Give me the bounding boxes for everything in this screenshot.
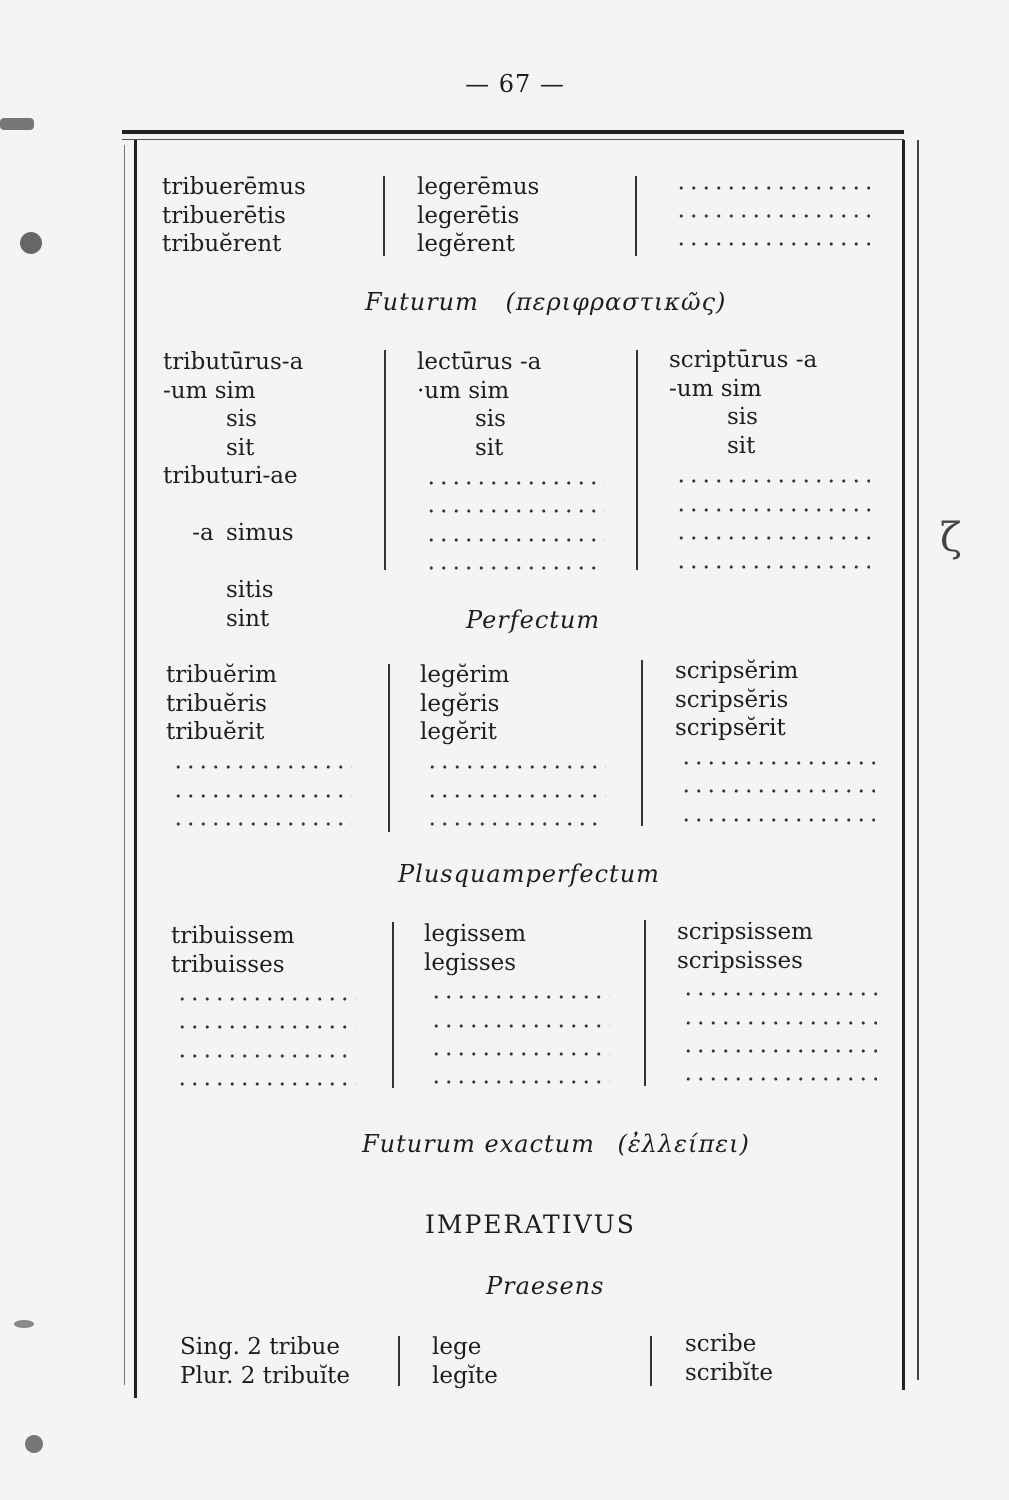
column-divider [392,922,394,1088]
ellipsis-line [675,211,870,221]
form: sis [727,404,758,430]
ellipsis-line [675,239,870,249]
section-heading-futurum-exactum [362,1130,750,1158]
form: scribe [685,1331,757,1357]
form: sis [475,406,506,432]
ellipsis-line [172,819,352,829]
form: legĕrent [417,231,515,257]
form: scribĭte [685,1359,773,1386]
perfectum-col1 [166,661,277,747]
form: legissem [424,921,527,947]
perfectum-col2 [420,661,509,747]
form: simus [226,520,294,546]
ellipsis-line [176,1051,356,1061]
ellipsis-line [426,762,606,772]
form-row [163,491,303,577]
ellipsis-line [680,815,875,825]
ellipsis-line [172,791,352,801]
form: legĕrim [420,662,510,688]
ellipsis-line [680,758,875,768]
form: lege [432,1334,482,1360]
speck [0,118,34,130]
column-divider [388,664,390,832]
form: tribuerēmus [162,174,306,200]
ellipsis-line [176,1079,356,1089]
form: scripsĕrim [675,658,799,684]
imperativus-col1 [180,1333,350,1390]
column-divider [636,350,638,570]
form: scriptūrus -a [669,347,818,373]
section-heading-perfectum: Perfectum [466,606,601,634]
form: tribuĕrent [162,231,282,257]
perfectum-col3 [675,657,798,743]
top-col1 [162,173,306,259]
form: legerētis [417,202,520,229]
ellipsis-line [675,533,870,543]
left-border [134,140,137,1398]
ellipsis-line [425,563,605,573]
form: scripsissem [677,919,813,945]
form: legĕrit [420,719,497,745]
column-divider [384,350,386,570]
form: Plur. 2 tribuĭte [180,1362,351,1389]
ellipsis-line [675,505,870,515]
heading-greek: (περιφραστικῶς) [505,288,727,316]
form: legisses [424,949,517,976]
speck [14,1320,34,1328]
form: scripsĕris [675,686,789,713]
form: sit [475,434,504,461]
column-divider [644,920,646,1086]
futurum-col2 [417,348,541,462]
ellipsis-line [425,535,605,545]
plusquamperfectum-col3 [677,918,813,975]
ellipsis-line [172,762,352,772]
page-number: — 67 — [465,70,565,98]
right-border [902,140,905,1390]
ellipsis-line [675,562,870,572]
ellipsis-line [682,989,877,999]
subheading-praesens: Praesens [486,1272,605,1300]
ellipsis-line [425,506,605,516]
column-divider [635,176,637,256]
right-border-outer [917,140,919,1380]
ellipsis-line [426,819,606,829]
ellipsis-line [426,791,606,801]
form: sitis [226,577,274,603]
heading-greek: (ἐλλείπει) [617,1130,750,1158]
ellipsis-line [680,786,875,796]
ellipsis-line [176,994,356,1004]
form: -a [192,520,214,546]
margin-mark: ζ [940,515,962,561]
form: legĭte [432,1362,498,1389]
form: -um sim [163,377,256,404]
column-divider [383,176,385,256]
form: tribuerētis [162,202,286,229]
form: legĕris [420,690,500,717]
ellipsis-line [682,1046,877,1056]
heading-text: Futurum [365,288,479,316]
ellipsis-line [425,478,605,488]
form: ·um sim [417,377,510,404]
ellipsis-line [430,1077,610,1087]
top-col2 [417,173,539,259]
form: Sing. 2 tribue [180,1334,340,1360]
ellipsis-line [430,1021,610,1031]
futurum-col3 [669,346,817,460]
ellipsis-line [675,476,870,486]
futurum-col1 [163,348,303,633]
form: tribuisses [171,951,285,978]
section-heading-plusquamperfectum: Plusquamperfectum [398,860,660,888]
speck [20,232,42,254]
ellipsis-line [682,1074,877,1084]
column-divider [650,1336,652,1386]
form: scripsĕrit [675,715,786,741]
ellipsis-line [430,1049,610,1059]
form: scripsisses [677,947,803,974]
top-rule [122,130,904,134]
form: tributuri-ae [163,463,298,489]
column-divider [398,1336,400,1386]
ellipsis-line [430,992,610,1002]
form: tribuĕrit [166,719,265,745]
form: tribuĕris [166,690,267,717]
ellipsis-line [675,183,870,193]
left-border-thin [124,145,125,1385]
form: tribuissem [171,923,295,949]
speck [25,1435,43,1453]
plusquamperfectum-col2 [424,920,526,977]
form: sit [727,432,756,459]
form: -um sim [669,375,762,402]
form: sis [226,406,257,432]
section-heading-imperativus: IMPERATIVUS [425,1210,636,1239]
imperativus-col2 [432,1333,498,1390]
form: sint [226,605,270,632]
form: legerēmus [417,174,540,200]
column-divider [641,660,643,826]
ellipsis-line [682,1018,877,1028]
section-heading-futurum [365,288,726,316]
form: sit [226,434,255,461]
form: tribuĕrim [166,662,277,688]
heading-text: Futurum exactum [362,1130,595,1158]
plusquamperfectum-col1 [171,922,295,979]
form: tributūrus-a [163,349,304,375]
top-rule-thin [122,139,904,140]
ellipsis-line [176,1022,356,1032]
imperativus-col3 [685,1330,773,1387]
form: lectūrus -a [417,349,542,375]
